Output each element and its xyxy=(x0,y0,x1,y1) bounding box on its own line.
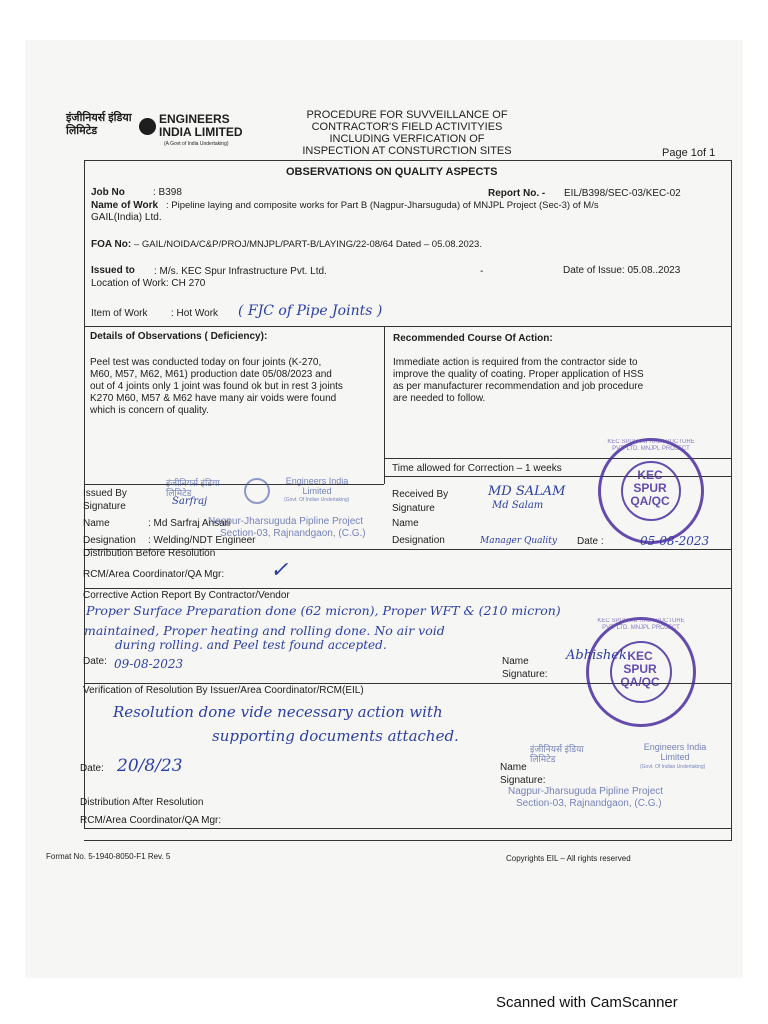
issued-designation-label: Designation xyxy=(83,535,136,546)
kec-stamp-2-center-2: SPUR xyxy=(623,662,657,676)
kec-stamp-received xyxy=(598,438,704,544)
time-allowed: Time allowed for Correction – 1 weeks xyxy=(392,463,562,474)
procedure-title xyxy=(282,109,532,157)
report-no-value: EIL/B398/SEC-03/KEC-02 xyxy=(564,188,681,199)
received-by-handwritten: MD SALAM xyxy=(488,484,566,499)
verification-date-label: Date: xyxy=(80,763,104,774)
eil-logo xyxy=(66,108,251,150)
eil-stamp-2-english: Engineers India Limited xyxy=(643,742,707,762)
eil-stamp-hindi: इंजीनियर्स इंडिया लिमिटेड xyxy=(166,478,220,498)
procedure-title-line-3: INCLUDING VERFICATION OF xyxy=(329,133,485,145)
kec-stamp-center xyxy=(625,469,675,508)
issued-designation-value: : Welding/NDT Engineer xyxy=(148,535,256,546)
kec-stamp-center-1: KEC xyxy=(637,468,663,482)
issued-signature-label: Signature xyxy=(83,501,126,512)
verification-hand-line-1: Resolution done vide necessary action with xyxy=(113,703,443,721)
received-by-label: Received By xyxy=(392,489,449,500)
foa-label: FOA No: xyxy=(91,239,132,250)
received-name-label: Name xyxy=(392,518,419,529)
corrective-date-handwritten: 09-08-2023 xyxy=(114,657,184,671)
kec-stamp-center-3: QA/QC xyxy=(630,494,670,508)
eil-stamp-issued xyxy=(160,474,366,540)
format-number: Format No. 5-1940-8050-F1 Rev. 5 xyxy=(46,852,171,861)
kec-stamp-2-center-1: KEC xyxy=(627,649,653,663)
job-no-label: Job No xyxy=(91,187,125,198)
verification-hand-line-2: supporting documents attached. xyxy=(212,727,459,745)
eil-stamp-2-project: Nagpur-Jharsuguda Pipline Project xyxy=(508,786,664,797)
rcm-tick: ✓ xyxy=(270,558,289,583)
procedure-title-line-2: CONTRACTOR'S FIELD ACTIVITYIES xyxy=(311,121,503,133)
corrective-hand-line-1: Proper Surface Preparation done (62 micron), Proper WFT & (210 micron) xyxy=(86,603,561,618)
received-date-handwritten: 05-08-2023 xyxy=(640,534,710,548)
recommended-line-3: as per manufacturer recommendation and job procedure xyxy=(393,381,644,392)
frame-bottom xyxy=(84,840,732,841)
received-date-label: Date : xyxy=(577,536,604,547)
kec-stamp-2-ring-text: KEC SPUR INFRASTRUCTURE PVT. LTD. MNJPL PROJECT xyxy=(597,618,685,631)
recommended-heading: Recommended Course Of Action: xyxy=(393,333,553,344)
observations-line-4: K270 M60, M57 & M62 have many air voids were found xyxy=(90,393,337,404)
frame-top xyxy=(84,160,732,161)
distribution-after: Distribution After Resolution xyxy=(80,797,204,808)
kec-stamp-center-2: SPUR xyxy=(633,481,667,495)
rcm-label: RCM/Area Coordinator/QA Mgr: xyxy=(83,569,225,580)
received-designation-label: Designation xyxy=(392,535,445,546)
item-of-work-value: : Hot Work xyxy=(171,308,219,319)
frame-right xyxy=(731,160,732,840)
verification-heading: Verification of Resolution By Issuer/Area Coordinator/RCM(EIL) xyxy=(83,685,364,696)
copyright: Copyrights EIL – All rights reserved xyxy=(506,854,631,863)
kec-stamp-2-center-3: QA/QC xyxy=(620,675,660,689)
eil-stamp-2-hindi: इंजीनियर्स इंडिया लिमिटेड xyxy=(530,744,584,764)
corrective-signature-label: Signature: xyxy=(502,669,548,680)
issued-to-value: : M/s. KEC Spur Infrastructure Pvt. Ltd. xyxy=(154,266,327,277)
received-signature-handwritten: Md Salam xyxy=(492,500,544,511)
job-no-value: : B398 xyxy=(153,187,182,198)
observations-text xyxy=(90,357,343,417)
date-of-issue: Date of Issue: 05.08..2023 xyxy=(563,265,681,276)
item-of-work-handwritten: ( FJC of Pipe Joints ) xyxy=(238,303,383,319)
eil-stamp-verification xyxy=(500,740,720,812)
observations-line-3: out of 4 joints only 1 joint was found ok but in rest 3 joints xyxy=(90,381,343,392)
observations-line-2: M60, M57, M62, M61) production date 05/08/2023 and xyxy=(90,369,332,380)
issued-name-value: : Md Sarfraj Ansari xyxy=(148,518,231,529)
kec-stamp-2-center xyxy=(615,650,665,689)
verification-name-label: Name xyxy=(500,762,527,773)
procedure-title-line-1: PROCEDURE FOR SUVVEILLANCE OF xyxy=(306,109,508,121)
foa-value: – GAIL/NOIDA/C&P/PROJ/MNJPL/PART-B/LAYING/22-08/64 Dated – 05.08.2023. xyxy=(134,239,482,250)
issued-by-label: Issued By xyxy=(83,488,127,499)
recommended-line-2: improve the quality of coating. Proper application of HSS xyxy=(393,369,644,380)
page-number: Page 1of 1 xyxy=(662,147,716,159)
frame-bottom-inner xyxy=(84,828,732,829)
item-of-work-label: Item of Work xyxy=(91,308,148,319)
logo-hindi: इंजीनियर्स इंडिया लिमिटेड xyxy=(66,112,132,137)
eil-stamp-project: Nagpur-Jharsuguda Pipline Project xyxy=(208,516,364,527)
corrective-hand-line-3: during rolling. and Peel test found accepted. xyxy=(115,638,387,652)
logo-emblem xyxy=(139,118,156,135)
distribution-before: Distribution Before Resolution xyxy=(83,548,216,559)
corrective-name-handwritten: Abhishek xyxy=(566,648,627,663)
obs-top-line xyxy=(84,326,732,327)
form-title: OBSERVATIONS ON QUALITY ASPECTS xyxy=(286,166,498,178)
kec-stamp-ring-text: KEC SPUR INFRASTRUCTURE PVT. LTD. MNJPL PROJECT xyxy=(607,439,695,452)
procedure-title-line-4: INSPECTION AT CONSTURCTION SITES xyxy=(302,145,512,157)
obs-divider xyxy=(384,326,385,484)
observations-line-5: which is concern of quality. xyxy=(90,405,209,416)
corrective-hand-line-2: maintained, Proper heating and rolling done. No air void xyxy=(84,623,445,638)
received-signature-label: Signature xyxy=(392,503,435,514)
name-of-work-value-2: GAIL(India) Ltd. xyxy=(91,212,162,223)
issued-to-label: Issued to xyxy=(91,265,135,276)
dash-mark: - xyxy=(480,266,484,277)
name-of-work-value: : Pipeline laying and composite works for Part B (Nagpur-Jharsuguda) of MNJPL Project (Sec-3) of M/s xyxy=(166,200,599,211)
eil-stamp-2-sub: (Govt. Of Indian Undertaking) xyxy=(640,764,706,770)
verification-date-handwritten: 20/8/23 xyxy=(117,756,183,776)
eil-stamp-english: Engineers India Limited xyxy=(285,476,349,496)
logo-english: ENGINEERS INDIA LIMITED xyxy=(159,112,243,139)
report-no-label: Report No. - xyxy=(488,188,546,199)
kec-stamp-corrective xyxy=(586,617,696,727)
scanner-watermark: Scanned with CamScanner xyxy=(496,994,678,1011)
eil-stamp-section: Section-03, Rajnandgaon, (C.G.) xyxy=(220,528,366,539)
eil-stamp-sub: (Govt. Of Indian Undertaking) xyxy=(284,497,350,503)
eil-stamp-2-section: Section-03, Rajnandgaon, (C.G.) xyxy=(516,798,662,809)
observations-line-1: Peel test was conducted today on four joints (K-270, xyxy=(90,357,322,368)
corrective-heading: Corrective Action Report By Contractor/Vendor xyxy=(83,590,290,601)
recommended-line-4: are needed to follow. xyxy=(393,393,486,404)
received-designation-handwritten: Manager Quality xyxy=(480,536,557,546)
logo-tagline: (A Govt of India Undertaking) xyxy=(164,141,229,147)
issued-signature-handwritten: Sarfraj xyxy=(172,496,208,507)
location-of-work: Location of Work: CH 270 xyxy=(91,278,206,289)
corrective-top-line xyxy=(84,588,732,589)
recommended-text xyxy=(393,357,644,405)
recommended-line-1: Immediate action is required from the contractor side to xyxy=(393,357,638,368)
corrective-date-label: Date: xyxy=(83,656,107,667)
name-of-work-label: Name of Work xyxy=(91,200,159,211)
corrective-name-label: Name xyxy=(502,656,529,667)
observations-heading: Details of Observations ( Deficiency): xyxy=(90,331,268,342)
rcm-label-after: RCM/Area Coordinator/QA Mgr: xyxy=(80,815,222,826)
verification-signature-label: Signature: xyxy=(500,775,546,786)
eil-stamp-emblem xyxy=(244,478,270,504)
issued-name-label: Name xyxy=(83,518,110,529)
